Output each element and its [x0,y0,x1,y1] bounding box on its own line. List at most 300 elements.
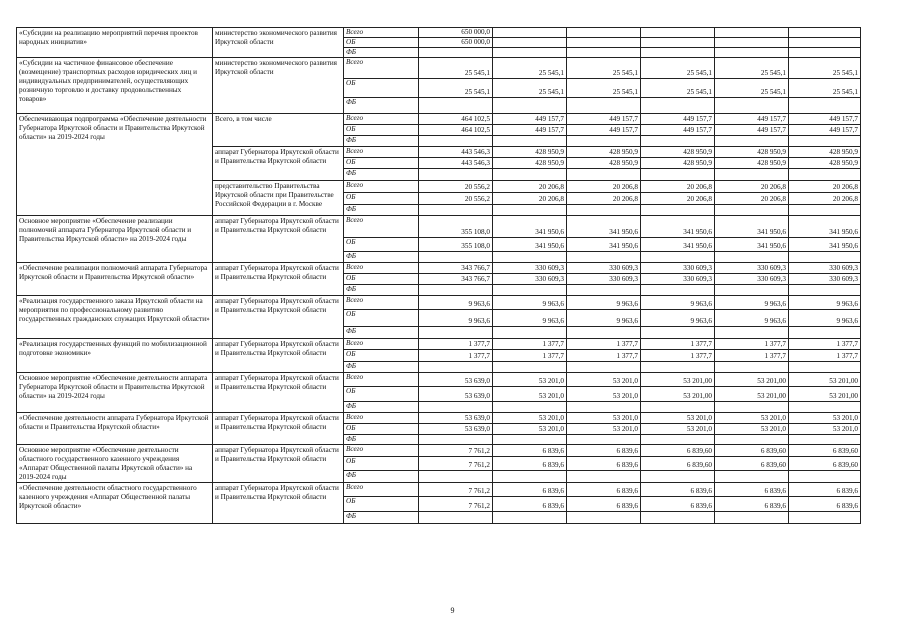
value-cell [789,252,861,263]
value-cell: 20 206,8 [715,193,789,205]
value-cell: 428 950,9 [789,147,861,158]
value-cell: 449 157,7 [789,114,861,125]
value-cell [567,435,641,445]
budget-table [16,27,861,524]
value-cell: 6 839,6 [567,445,641,457]
value-cell: 20 206,8 [641,181,715,193]
executor-cell: аппарат Губернатора Иркутской области и Правительства Иркутской области [213,216,344,263]
value-cell: 9 963,6 [419,296,493,310]
table-row [17,296,861,310]
value-cell: 6 839,60 [715,445,789,457]
value-cell: 25 545,1 [789,58,861,79]
value-cell: 1 377,7 [789,339,861,350]
value-cell [567,362,641,373]
program-name-cell: «Субсидии на частичное финансовое обеспечение (возмещение) транспортных расходов юридических лиц и индивидуальных предпринимателей, осуществляющих розничную торговлю и доставку продовольственных товаров» [17,58,213,114]
value-cell: 25 545,1 [715,79,789,98]
funding-source-cell: Всего [344,216,419,238]
funding-source-cell: ОБ [344,387,419,402]
value-cell: 53 201,00 [715,387,789,402]
value-cell [641,512,715,524]
value-cell [567,402,641,413]
value-cell [493,98,567,114]
value-cell: 428 950,9 [567,147,641,158]
value-cell: 53 201,0 [789,424,861,435]
value-cell: 355 108,0 [419,238,493,252]
value-cell: 53 201,0 [789,413,861,424]
value-cell: 9 963,6 [419,310,493,327]
value-cell: 443 546,3 [419,147,493,158]
program-name-cell: Основное мероприятие «Обеспечение деятельности аппарата Губернатора Иркутской области и Правительства Иркутской области» на 2019-2024 годы [17,373,213,413]
value-cell [715,136,789,147]
value-cell: 1 377,7 [567,350,641,362]
value-cell [567,252,641,263]
value-cell: 53 201,00 [641,387,715,402]
value-cell: 6 839,60 [641,445,715,457]
value-cell: 25 545,1 [567,58,641,79]
value-cell: 25 545,1 [493,79,567,98]
value-cell: 330 609,3 [493,274,567,285]
value-cell: 449 157,7 [641,125,715,136]
value-cell: 341 950,6 [493,216,567,238]
funding-source-cell: Всего [344,445,419,457]
value-cell: 20 206,8 [789,193,861,205]
value-cell: 7 761,2 [419,483,493,497]
value-cell: 341 950,6 [641,238,715,252]
funding-source-cell: Всего [344,373,419,387]
program-name-cell: Основное мероприятие «Обеспечение деятельности областного государственного казенного учреждения «Аппарат Общественной палаты Иркутской области» на 2019-2024 годы [17,445,213,483]
value-cell [715,435,789,445]
funding-source-cell: ОБ [344,125,419,136]
value-cell: 428 950,9 [493,147,567,158]
executor-cell: аппарат Губернатора Иркутской области и Правительства Иркутской области [213,296,344,339]
value-cell [715,205,789,216]
value-cell [641,205,715,216]
executor-cell: аппарат Губернатора Иркутской области и Правительства Иркутской области [213,339,344,373]
value-cell: 25 545,1 [789,79,861,98]
value-cell: 7 761,2 [419,457,493,470]
value-cell: 330 609,3 [715,263,789,274]
value-cell: 6 839,6 [493,497,567,512]
value-cell: 1 377,7 [567,339,641,350]
value-cell [493,136,567,147]
value-cell [715,362,789,373]
funding-source-cell: ФБ [344,512,419,524]
executor-cell: Всего, в том числе [213,114,344,147]
value-cell [715,470,789,482]
value-cell [567,98,641,114]
value-cell: 20 206,8 [641,193,715,205]
value-cell: 6 839,6 [567,457,641,470]
value-cell [567,169,641,181]
value-cell: 53 639,0 [419,373,493,387]
program-name-cell: «Субсидии на реализацию мероприятий перечня проектов народных инициатив» [17,28,213,58]
funding-source-cell: ФБ [344,435,419,445]
executor-cell: аппарат Губернатора Иркутской области и Правительства Иркутской области [213,263,344,296]
executor-cell: аппарат Губернатора Иркутской области и Правительства Иркутской области [213,413,344,445]
value-cell: 25 545,1 [641,79,715,98]
value-cell: 53 201,00 [715,373,789,387]
value-cell [419,136,493,147]
value-cell: 341 950,6 [567,238,641,252]
value-cell [789,402,861,413]
value-cell: 341 950,6 [567,216,641,238]
executor-cell: аппарат Губернатора Иркутской области и Правительства Иркутской области [213,483,344,524]
value-cell: 6 839,60 [789,445,861,457]
funding-source-cell: ОБ [344,79,419,98]
value-cell: 6 839,6 [493,445,567,457]
executor-cell: представительство Правительства Иркутской области при Правительстве Российской Федерации в г. Москве [213,181,344,216]
funding-source-cell: ФБ [344,136,419,147]
value-cell: 53 201,0 [641,424,715,435]
value-cell [789,28,861,38]
table-row [17,339,861,350]
value-cell [641,435,715,445]
value-cell [493,512,567,524]
program-name-cell: Основное мероприятие «Обеспечение реализации полномочий аппарата Губернатора Иркутской области и Правительства Иркутской области» на 2019-2024 годы [17,216,213,263]
value-cell [493,470,567,482]
value-cell: 53 201,00 [789,373,861,387]
value-cell [493,327,567,339]
value-cell [493,252,567,263]
funding-source-cell: Всего [344,147,419,158]
value-cell [493,205,567,216]
value-cell [419,205,493,216]
value-cell [715,285,789,296]
value-cell: 330 609,3 [567,263,641,274]
value-cell [419,470,493,482]
funding-source-cell: ФБ [344,169,419,181]
value-cell: 25 545,1 [641,58,715,79]
value-cell: 650 000,0 [419,38,493,48]
funding-source-cell: ОБ [344,238,419,252]
value-cell: 428 950,9 [567,158,641,169]
value-cell: 25 545,1 [715,58,789,79]
value-cell [419,435,493,445]
value-cell: 1 377,7 [641,339,715,350]
value-cell: 25 545,1 [567,79,641,98]
value-cell: 53 201,0 [493,387,567,402]
value-cell: 9 963,6 [567,310,641,327]
value-cell [567,512,641,524]
value-cell: 53 201,00 [641,373,715,387]
value-cell [641,402,715,413]
value-cell [493,48,567,58]
value-cell [641,48,715,58]
value-cell [789,285,861,296]
funding-source-cell: Всего [344,181,419,193]
value-cell: 25 545,1 [419,79,493,98]
value-cell: 6 839,6 [715,483,789,497]
value-cell [419,48,493,58]
value-cell: 330 609,3 [641,263,715,274]
value-cell [715,28,789,38]
program-name-cell: «Реализация государственных функций по мобилизационной подготовке экономики» [17,339,213,373]
value-cell [789,48,861,58]
funding-source-cell: Всего [344,296,419,310]
table-row [17,373,861,387]
value-cell: 1 377,7 [493,339,567,350]
value-cell [419,252,493,263]
value-cell [641,28,715,38]
value-cell: 6 839,6 [789,483,861,497]
value-cell: 464 102,5 [419,125,493,136]
value-cell [789,470,861,482]
table-row [17,58,861,79]
funding-source-cell: ОБ [344,274,419,285]
value-cell: 330 609,3 [715,274,789,285]
value-cell: 20 206,8 [567,181,641,193]
executor-cell: министерство экономического развития Иркутской области [213,28,344,58]
value-cell [641,136,715,147]
value-cell: 9 963,6 [789,310,861,327]
funding-source-cell: Всего [344,483,419,497]
value-cell [715,402,789,413]
value-cell [715,512,789,524]
value-cell [715,327,789,339]
funding-source-cell: Всего [344,114,419,125]
value-cell: 330 609,3 [789,263,861,274]
funding-source-cell: ФБ [344,252,419,263]
executor-cell: аппарат Губернатора Иркутской области и Правительства Иркутской области [213,147,344,181]
value-cell: 341 950,6 [715,238,789,252]
executor-cell: министерство экономического развития Иркутской области [213,58,344,114]
value-cell [715,98,789,114]
funding-source-cell: Всего [344,263,419,274]
value-cell: 6 839,6 [567,497,641,512]
value-cell: 428 950,9 [789,158,861,169]
value-cell: 53 201,0 [493,413,567,424]
value-cell: 20 206,8 [715,181,789,193]
value-cell: 20 556,2 [419,181,493,193]
value-cell [493,435,567,445]
value-cell: 9 963,6 [789,296,861,310]
value-cell [789,205,861,216]
value-cell [789,512,861,524]
value-cell: 9 963,6 [493,296,567,310]
table-row [17,28,861,38]
value-cell [641,285,715,296]
value-cell: 6 839,60 [715,457,789,470]
value-cell: 343 766,7 [419,263,493,274]
table-row [17,114,861,125]
value-cell: 53 201,0 [715,424,789,435]
program-name-cell: «Обеспечение деятельности аппарата Губернатора Иркутской области и Правительства Иркутской области» [17,413,213,445]
value-cell [567,327,641,339]
value-cell: 53 201,0 [493,424,567,435]
value-cell: 53 201,00 [789,387,861,402]
value-cell [493,38,567,48]
value-cell: 428 950,9 [641,147,715,158]
value-cell [715,252,789,263]
funding-source-cell: Всего [344,58,419,79]
value-cell: 464 102,5 [419,114,493,125]
value-cell [567,470,641,482]
value-cell: 449 157,7 [789,125,861,136]
value-cell: 53 201,0 [567,413,641,424]
value-cell: 443 546,3 [419,158,493,169]
funding-source-cell: ФБ [344,48,419,58]
value-cell: 449 157,7 [567,114,641,125]
value-cell: 20 206,8 [493,181,567,193]
value-cell: 428 950,9 [493,158,567,169]
value-cell: 53 201,0 [567,387,641,402]
value-cell: 6 839,60 [641,457,715,470]
value-cell: 1 377,7 [715,339,789,350]
funding-source-cell: ОБ [344,497,419,512]
value-cell: 330 609,3 [641,274,715,285]
value-cell [419,402,493,413]
value-cell: 1 377,7 [419,339,493,350]
value-cell: 1 377,7 [419,350,493,362]
value-cell [493,402,567,413]
value-cell: 6 839,6 [493,457,567,470]
value-cell [493,285,567,296]
value-cell [567,38,641,48]
value-cell: 9 963,6 [493,310,567,327]
table-row [17,483,861,497]
value-cell: 341 950,6 [789,216,861,238]
page-number: 9 [450,606,455,615]
value-cell: 20 206,8 [789,181,861,193]
value-cell: 9 963,6 [567,296,641,310]
value-cell [789,98,861,114]
value-cell: 6 839,6 [641,483,715,497]
table-row [17,216,861,238]
value-cell: 20 556,2 [419,193,493,205]
value-cell: 7 761,2 [419,497,493,512]
value-cell: 53 639,0 [419,413,493,424]
table-row [17,263,861,274]
funding-source-cell: ФБ [344,205,419,216]
program-name-cell: «Обеспечение реализации полномочий аппарата Губернатора Иркутской области и Правительства Иркутской области» [17,263,213,296]
value-cell: 1 377,7 [493,350,567,362]
value-cell: 449 157,7 [715,125,789,136]
value-cell: 449 157,7 [715,114,789,125]
funding-source-cell: ОБ [344,424,419,435]
value-cell [419,98,493,114]
funding-source-cell: ОБ [344,158,419,169]
value-cell [641,169,715,181]
funding-source-cell: Всего [344,339,419,350]
value-cell [419,327,493,339]
value-cell [789,435,861,445]
value-cell [493,28,567,38]
value-cell: 1 377,7 [789,350,861,362]
funding-source-cell: ОБ [344,457,419,470]
value-cell: 330 609,3 [789,274,861,285]
value-cell [493,169,567,181]
funding-source-cell: ОБ [344,350,419,362]
value-cell: 6 839,6 [641,497,715,512]
value-cell [641,470,715,482]
value-cell: 9 963,6 [641,296,715,310]
value-cell [567,48,641,58]
value-cell [641,327,715,339]
funding-source-cell: ФБ [344,470,419,482]
program-name-cell: «Обеспечение деятельности областного государственного казенного учреждения «Аппарат Общественной палаты Иркутской области» [17,483,213,524]
value-cell [715,169,789,181]
funding-source-cell: ФБ [344,402,419,413]
value-cell [715,48,789,58]
funding-source-cell: ОБ [344,193,419,205]
table-row [17,445,861,457]
value-cell: 9 963,6 [715,310,789,327]
value-cell: 6 839,60 [789,457,861,470]
funding-source-cell: ФБ [344,327,419,339]
value-cell [493,362,567,373]
value-cell [567,28,641,38]
value-cell: 9 963,6 [641,310,715,327]
value-cell: 341 950,6 [641,216,715,238]
value-cell: 330 609,3 [493,263,567,274]
value-cell: 428 950,9 [715,158,789,169]
value-cell: 25 545,1 [419,58,493,79]
value-cell: 9 963,6 [715,296,789,310]
value-cell: 1 377,7 [715,350,789,362]
value-cell [641,362,715,373]
value-cell: 341 950,6 [789,238,861,252]
value-cell [641,98,715,114]
value-cell [567,285,641,296]
value-cell: 6 839,6 [493,483,567,497]
funding-source-cell: Всего [344,413,419,424]
value-cell: 6 839,6 [789,497,861,512]
value-cell: 53 639,0 [419,387,493,402]
value-cell: 428 950,9 [715,147,789,158]
value-cell [789,169,861,181]
value-cell: 341 950,6 [493,238,567,252]
value-cell [419,512,493,524]
value-cell: 53 201,0 [567,373,641,387]
value-cell: 25 545,1 [493,58,567,79]
value-cell: 343 766,7 [419,274,493,285]
value-cell [419,285,493,296]
value-cell: 449 157,7 [567,125,641,136]
value-cell [567,205,641,216]
funding-source-cell: ФБ [344,98,419,114]
funding-source-cell: Всего [344,28,419,38]
program-name-cell: Обеспечивающая подпрограмма «Обеспечение деятельности Губернатора Иркутской области и Правительства Иркутской области» на 2019-2024 годы [17,114,213,216]
value-cell: 449 157,7 [493,114,567,125]
value-cell [789,38,861,48]
value-cell: 53 201,0 [493,373,567,387]
value-cell: 449 157,7 [641,114,715,125]
value-cell: 449 157,7 [493,125,567,136]
value-cell: 341 950,6 [715,216,789,238]
value-cell: 20 206,8 [567,193,641,205]
value-cell: 6 839,6 [567,483,641,497]
value-cell [789,327,861,339]
value-cell: 428 950,9 [641,158,715,169]
value-cell [567,136,641,147]
value-cell [641,252,715,263]
funding-source-cell: ОБ [344,38,419,48]
value-cell: 6 839,6 [715,497,789,512]
funding-source-cell: ОБ [344,310,419,327]
funding-source-cell: ФБ [344,285,419,296]
value-cell [641,38,715,48]
table-row [17,413,861,424]
value-cell [419,362,493,373]
value-cell: 20 206,8 [493,193,567,205]
value-cell [789,136,861,147]
value-cell: 1 377,7 [641,350,715,362]
value-cell: 53 201,0 [715,413,789,424]
value-cell: 53 639,0 [419,424,493,435]
value-cell: 330 609,3 [567,274,641,285]
value-cell [715,38,789,48]
table-body [17,28,861,524]
